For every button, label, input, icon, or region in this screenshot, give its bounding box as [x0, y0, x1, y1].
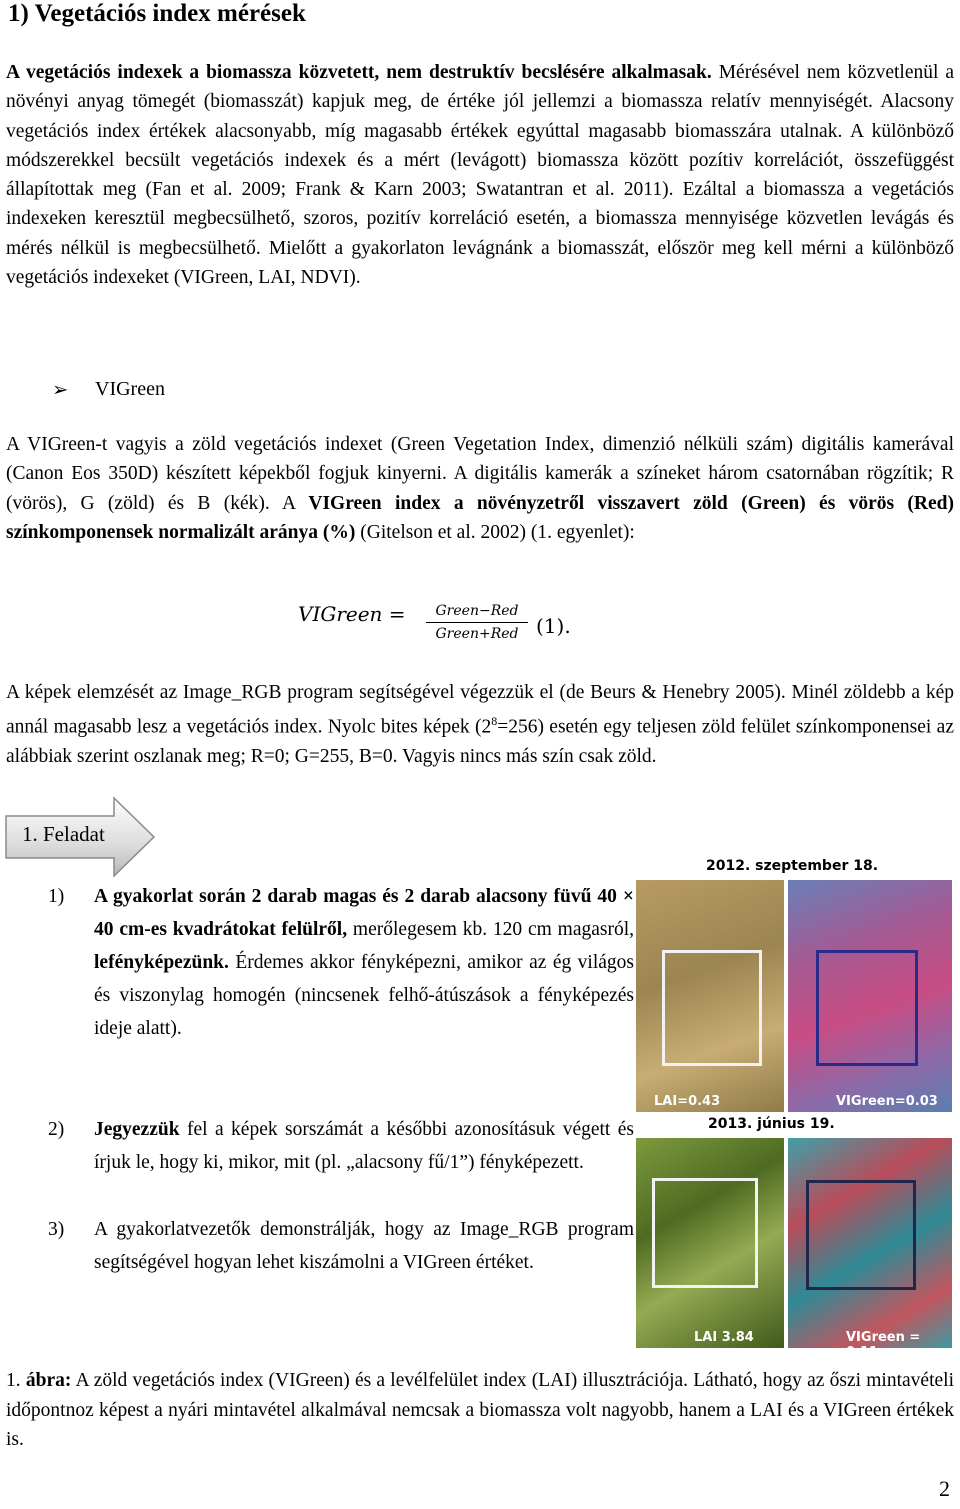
formula-numerator: Green−Red [435, 603, 519, 619]
task-1-mid: merőlegesem kb. 120 cm magasról, [347, 919, 635, 940]
task-2-text [94, 1113, 634, 1179]
task-1-number: 1) [48, 886, 65, 907]
task-1-bold-2: lefényképezünk. [94, 952, 229, 973]
photo-top-left [636, 880, 784, 1112]
vigreen-bold: VIGreen index a növényzetről visszavert zöld (Green) és vörös (Red) színkomponensek normalizált aránya (%) [6, 492, 955, 543]
task-1-bold-1: A gyakorlat során 2 darab magas és 2 darab alacsony füvű 40 × 40 cm-es kvadrátokat felülről, [94, 886, 634, 940]
vigreen-paragraph [6, 430, 954, 547]
photo-bottom-left [636, 1138, 784, 1348]
formula-lhs: VIGreen = [298, 602, 406, 626]
intro-text: Mérésével nem közvetlenül a növényi anyag tömegét (biomasszát) kapjuk meg, de értéke jól jellemzi a biomassza relatív mennyiségét. Alacsony vegetációs index értékek alacsonyabb, míg magasabb értékek egyúttal magasabb biomasszára utalnak. A különböző módszerekkel becsült vegetációs indexek és a mért (levágott) biomassza között pozítiv korrelációt, összefüggést állapítottak meg (Fan et al. 2009; Frank & Karn 2003; Swatantran et al. 2011). Ezáltal a biomassza a vegetációs indexeken keresztül megbecsülhető, szoros, pozitív korreláció esetén, a biomassza mennyisége közvetlen levágás és mérés nélkül is megbecsülhető. Mielőtt a gyakorlaton levágnánk a biomasszát, először meg kell mérni a különböző vegetációs indexeket (VIGreen, LAI, NDVI). [6, 62, 955, 289]
vigreen-top-label: VIGreen=0.03 [836, 1094, 938, 1109]
intro-paragraph [6, 58, 954, 292]
quadrat-frame [816, 950, 918, 1066]
fraction-bar [426, 622, 528, 623]
lai-top-label: LAI=0.43 [654, 1094, 721, 1109]
task-1-rest: Érdemes akkor fényképezni, amikor az ég világos és viszonylag homogén (nincsenek felhő-átúszások a fényképezés ideje alatt). [94, 952, 634, 1039]
equation-number: (1). [536, 614, 571, 638]
figure-composite [636, 852, 956, 1360]
photo-bottom-right [788, 1138, 952, 1360]
page-number: 2 [939, 1476, 950, 1501]
figure-date-bottom: 2013. június 19. [708, 1116, 835, 1132]
photo-top-right [788, 880, 952, 1112]
task-3-number: 3) [48, 1219, 65, 1240]
task-label: 1. Feladat [22, 822, 105, 846]
quadrat-frame [652, 1178, 758, 1288]
task-2-rest: fel a képek sorszámát a későbbi azonosításuk végett és írjuk le, hogy ki, mikor, mit (pl. „alacsony fű/1”) fényképezett. [94, 1119, 634, 1173]
vigreen-text-2: (Gitelson et al. 2002) (1. egyenlet): [355, 521, 635, 543]
caption-number: 1. [6, 1370, 26, 1391]
analysis-sup: 8 [491, 714, 498, 729]
quadrat-frame [662, 950, 762, 1066]
vigreen-bottom-label: VIGreen = 0.11 [846, 1330, 921, 1360]
quadrat-frame [806, 1180, 916, 1290]
bullet-label: VIGreen [95, 378, 165, 400]
figure-date-top: 2012. szeptember 18. [706, 858, 879, 874]
analysis-paragraph [6, 678, 954, 771]
intro-bold: A vegetációs indexek a biomassza közvetett, nem destruktív becslésére alkalmasak. [6, 62, 712, 83]
task-1-text [94, 880, 634, 1045]
formula-fraction [426, 603, 528, 642]
analysis-text-1: A képek elemzését az Image_RGB program segítségével végezzük el (de Beurs & Henebry 2005). Minél zöldebb a kép annál magasabb lesz a vegetációs index. Nyolc bites képek (2 [6, 682, 954, 738]
task-3-text [94, 1213, 634, 1279]
caption-bold: ábra: [25, 1370, 72, 1391]
formula-denominator: Green+Red [435, 626, 519, 642]
vigreen-text-1: A VIGreen-t vagyis a zöld vegetációs indexet (Green Vegetation Index, dimenzió nélküli szám) digitális kamerával (Canon Eos 350D) készített képekből fogjuk kinyerni. A digitális kamerák a színeket három csatornában rögzítik; R (vörös), G (zöld) és B (kék). A [6, 434, 954, 514]
task-3-rest: A gyakorlatvezetők demonstrálják, hogy az Image_RGB program segítségével hogyan lehet kiszámolni a VIGreen értéket. [94, 1219, 634, 1273]
lai-bottom-label: LAI 3.84 [694, 1330, 754, 1345]
figure-caption [6, 1366, 954, 1455]
task-2-bold: Jegyezzük [94, 1119, 180, 1140]
section-heading: 1) Vegetációs index mérések [8, 0, 306, 27]
arrow-bullet-icon: ➢ [52, 380, 69, 401]
task-2-number: 2) [48, 1119, 65, 1140]
analysis-text-2: =256) esetén egy teljesen zöld felület színkomponensei az alábbiak szerint oszlanak meg; R=0; G=255, B=0. Vagyis nincs más szín csak zöld. [6, 716, 954, 768]
caption-text: A zöld vegetációs index (VIGreen) és a levélfelület index (LAI) illusztrációja. Látható, hogy az őszi mintavételi időpontnoz képest a nyári mintavétel alkalmával nemcsak a biomassza volt nagyobb, hanem a LAI és a VIGreen értékek is. [6, 1370, 954, 1450]
